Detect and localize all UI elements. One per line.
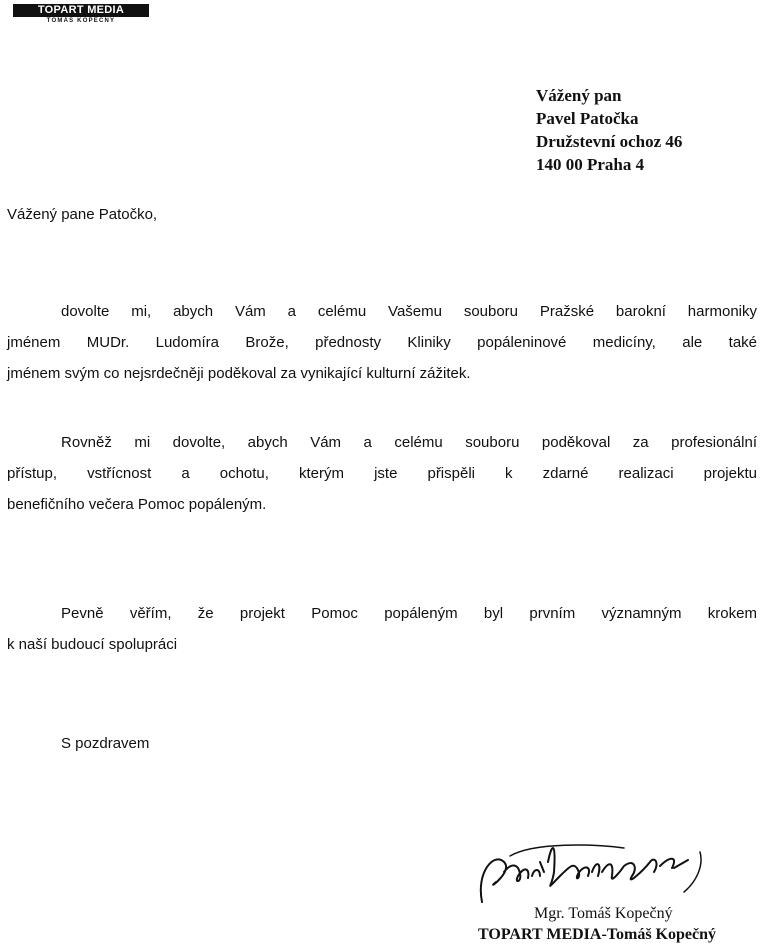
paragraph-3-line-2: k naší budoucí spolupráci [7, 636, 178, 653]
closing: S pozdravem [61, 735, 150, 752]
logo-sub-text: TOMÁŠ KOPEČNÝ [46, 18, 116, 24]
address-line-3: Družstevní ochoz 46 [536, 132, 683, 151]
address-line-2: Pavel Patočka [536, 109, 639, 128]
paragraph-1 [7, 296, 757, 389]
logo-main-text: TOPART MEDIA [13, 4, 149, 17]
paragraph-2-line-3: benefičního večera Pomoc popáleným. [7, 496, 267, 513]
paragraph-1-line-2: jménem MUDr. Ludomíra Brože, přednosty Kliniky popáleninové medicíny, ale také [7, 334, 757, 351]
signatory-name: Mgr. Tomáš Kopečný [534, 905, 673, 922]
address-line-1: Vážený pan [536, 86, 622, 105]
salutation: Vážený pane Patočko, [7, 206, 158, 223]
company-logo [13, 4, 149, 30]
address-line-4: 140 00 Praha 4 [536, 155, 645, 174]
recipient-address [536, 84, 682, 176]
paragraph-1-line-3: jménem svým co nejsrdečněji poděkoval za vynikající kulturní zážitek. [7, 365, 471, 382]
paragraph-2 [7, 427, 757, 520]
handwritten-signature [474, 832, 714, 912]
paragraph-3-line-1: Pevně věřím, že projekt Pomoc popáleným byl prvním významným krokem [61, 605, 757, 622]
paragraph-2-line-2: přístup, vstřícnost a ochotu, kterým jste přispěli k zdarné realizaci projektu [7, 465, 757, 482]
signatory-company: TOPART MEDIA-Tomáš Kopečný [478, 926, 716, 943]
paragraph-2-line-1: Rovněž mi dovolte, abych Vám a celému souboru poděkoval za profesionální [61, 434, 757, 451]
paragraph-1-line-1: dovolte mi, abych Vám a celému Vašemu souboru Pražské barokní harmoniky [61, 303, 757, 320]
paragraph-3 [7, 598, 757, 660]
